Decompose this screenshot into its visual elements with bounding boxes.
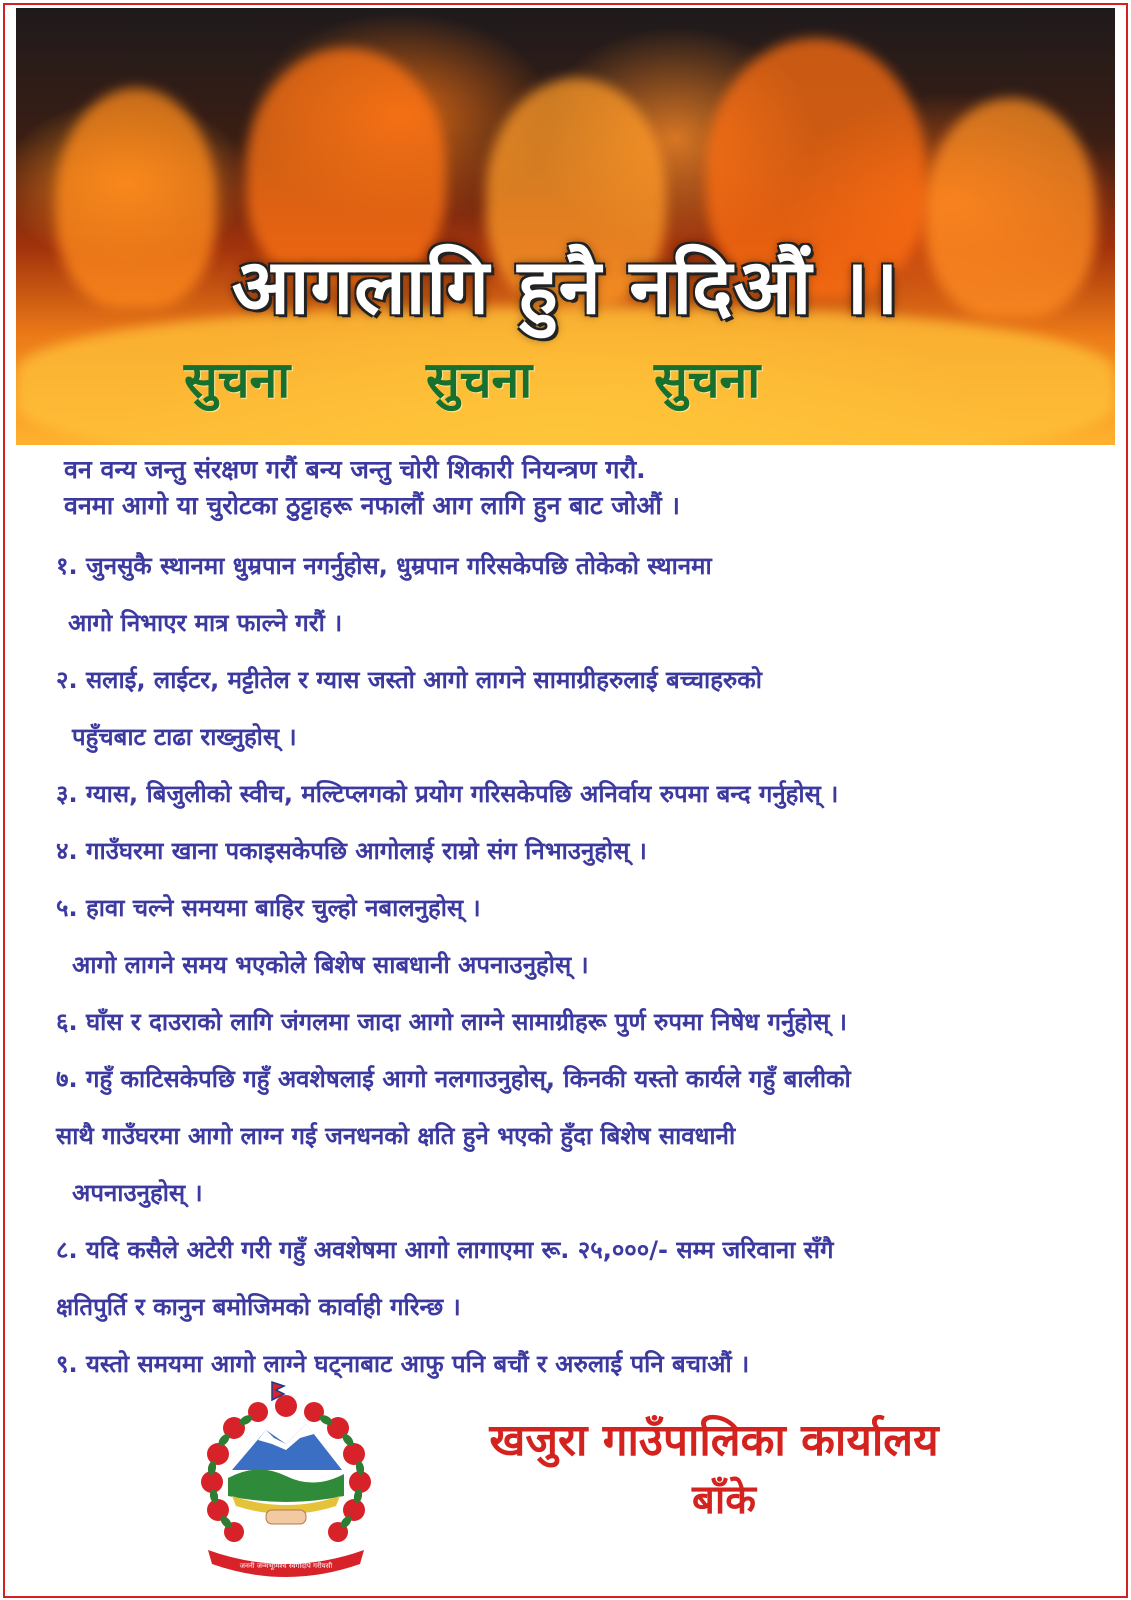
- notice-label: सुचना: [426, 351, 533, 409]
- rule-item: ५. हावा चल्ने समयमा बाहिर चुल्हो नबालनुहोस् ।: [56, 894, 481, 922]
- rule-continuation: आगो लागने समय भएकोले बिशेष साबधानी अपनाउनुहोस् ।: [72, 951, 589, 979]
- emblem-motto: जननी जन्मभूमिश्च स्वर्गादपि गरीयसी: [239, 1562, 333, 1570]
- rule-continuation: अपनाउनुहोस् ।: [72, 1179, 203, 1207]
- rules-list: [56, 538, 1116, 1393]
- rule-item: ६. घाँस र दाउराको लागि जंगलमा जादा आगो लाग्ने सामाग्रीहरू पुर्ण रुपमा निषेध गर्नुहोस् ।: [56, 1008, 847, 1036]
- notice-row: [184, 344, 904, 414]
- nepal-emblem: [188, 1378, 384, 1578]
- rule-continuation: क्षतिपुर्ति र कानुन बमोजिमको कार्वाही गरिन्छ ।: [56, 1293, 461, 1321]
- office-name: खजुरा गाउँपालिका कार्यालय: [489, 1415, 939, 1466]
- headline-title: आगलागि हुनै नदिऔं ।।: [231, 242, 900, 331]
- fire-banner: [16, 8, 1115, 445]
- rule-continuation: साथै गाउँघरमा आगो लाग्न गई जनधनको क्षति हुने भएको हुँदा बिशेष सावधानी: [56, 1122, 736, 1150]
- notice-label: सुचना: [654, 351, 761, 409]
- rule-item: ३. ग्यास, बिजुलीको स्वीच, मल्टिप्लगको प्रयोग गरिसकेपछि अनिर्वाय रुपमा बन्द गर्नुहोस् ।: [56, 780, 839, 808]
- rule-item: ४. गाउँघरमा खाना पकाइसकेपछि आगोलाई राम्रो संग निभाउनुहोस् ।: [56, 837, 647, 865]
- emblem-icon: [188, 1378, 384, 1578]
- rule-continuation: पहुँचबाट टाढा राख्नुहोस् ।: [72, 723, 297, 751]
- notice-label: सुचना: [184, 351, 291, 409]
- intro-line: वन वन्य जन्तु संरक्षण गरौं बन्य जन्तु चोरी शिकारी नियन्त्रण गरौ.: [64, 455, 646, 484]
- intro-line: वनमा आगो या चुरोटका ठुट्टाहरू नफालौं आग लागि हुन बाट जोऔं ।: [64, 491, 680, 520]
- rule-item: १. जुनसुकै स्थानमा धुम्रपान नगर्नुहोस, धुम्रपान गरिसकेपछि तोकेको स्थानमा: [56, 552, 712, 580]
- rule-item: ९. यस्तो समयमा आगो लाग्ने घट्नाबाट आफु पनि बचौं र अरुलाई पनि बचाऔं ।: [56, 1350, 750, 1378]
- intro-text: [64, 452, 1084, 524]
- rule-item: ७. गहुँ काटिसकेपछि गहुँ अवशेषलाई आगो नलगाउनुहोस्, किनकी यस्तो कार्यले गहुँ बालीको: [56, 1065, 851, 1093]
- rule-continuation: आगो निभाएर मात्र फाल्ने गरौं ।: [68, 609, 343, 637]
- rule-item: ८. यदि कसैले अटेरी गरी गहुँ अवशेषमा आगो लागाएमा रू. २५,०००/- सम्म जरिवाना सँगै: [56, 1236, 834, 1264]
- district-name: बाँके: [692, 1477, 756, 1523]
- rule-item: २. सलाई, लाईटर, मट्टीतेल र ग्यास जस्तो आगो लागने सामाग्रीहरुलाई बच्चाहरुको: [56, 666, 762, 694]
